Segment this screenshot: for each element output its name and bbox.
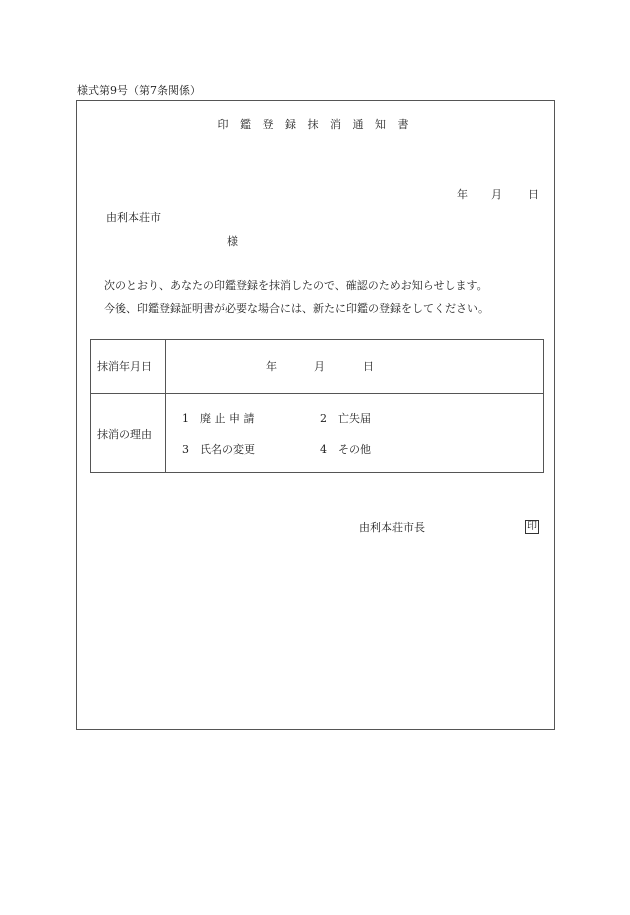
cancellation-year-label: 年 (266, 360, 277, 373)
reason-option-3: 3 氏名の変更 (182, 443, 255, 456)
table-column-divider (165, 340, 166, 472)
cancellation-reason-label: 抹消の理由 (97, 428, 152, 441)
mayor-signature: 由利本荘市長 (359, 521, 425, 534)
body-line-1: 次のとおり、あなたの印鑑登録を抹消したので、確認のためお知らせします。 (104, 279, 488, 292)
document-title: 印 鑑 登 録 抹 消 通 知 書 (217, 118, 413, 131)
seal-stamp-box: 印 (527, 521, 537, 532)
reason-option-4: 4 その他 (320, 443, 371, 456)
date-month-label: 月 (491, 188, 502, 201)
date-year-label: 年 (457, 188, 468, 201)
date-day-label: 日 (528, 188, 539, 201)
reason-option-1: 1 廃 止 申 請 (182, 412, 255, 425)
cancellation-day-label: 日 (363, 360, 374, 373)
body-line-2: 今後、印鑑登録証明書が必要な場合には、新たに印鑑の登録をしてください。 (104, 302, 489, 315)
reason-option-2: 2 亡失届 (320, 412, 371, 425)
recipient-city: 由利本荘市 (106, 211, 161, 224)
recipient-honorific: 様 (227, 235, 238, 248)
table-row-divider (91, 393, 543, 394)
form-number: 様式第9号（第7条関係） (77, 84, 201, 97)
cancellation-month-label: 月 (314, 360, 325, 373)
cancellation-date-label: 抹消年月日 (97, 360, 152, 373)
